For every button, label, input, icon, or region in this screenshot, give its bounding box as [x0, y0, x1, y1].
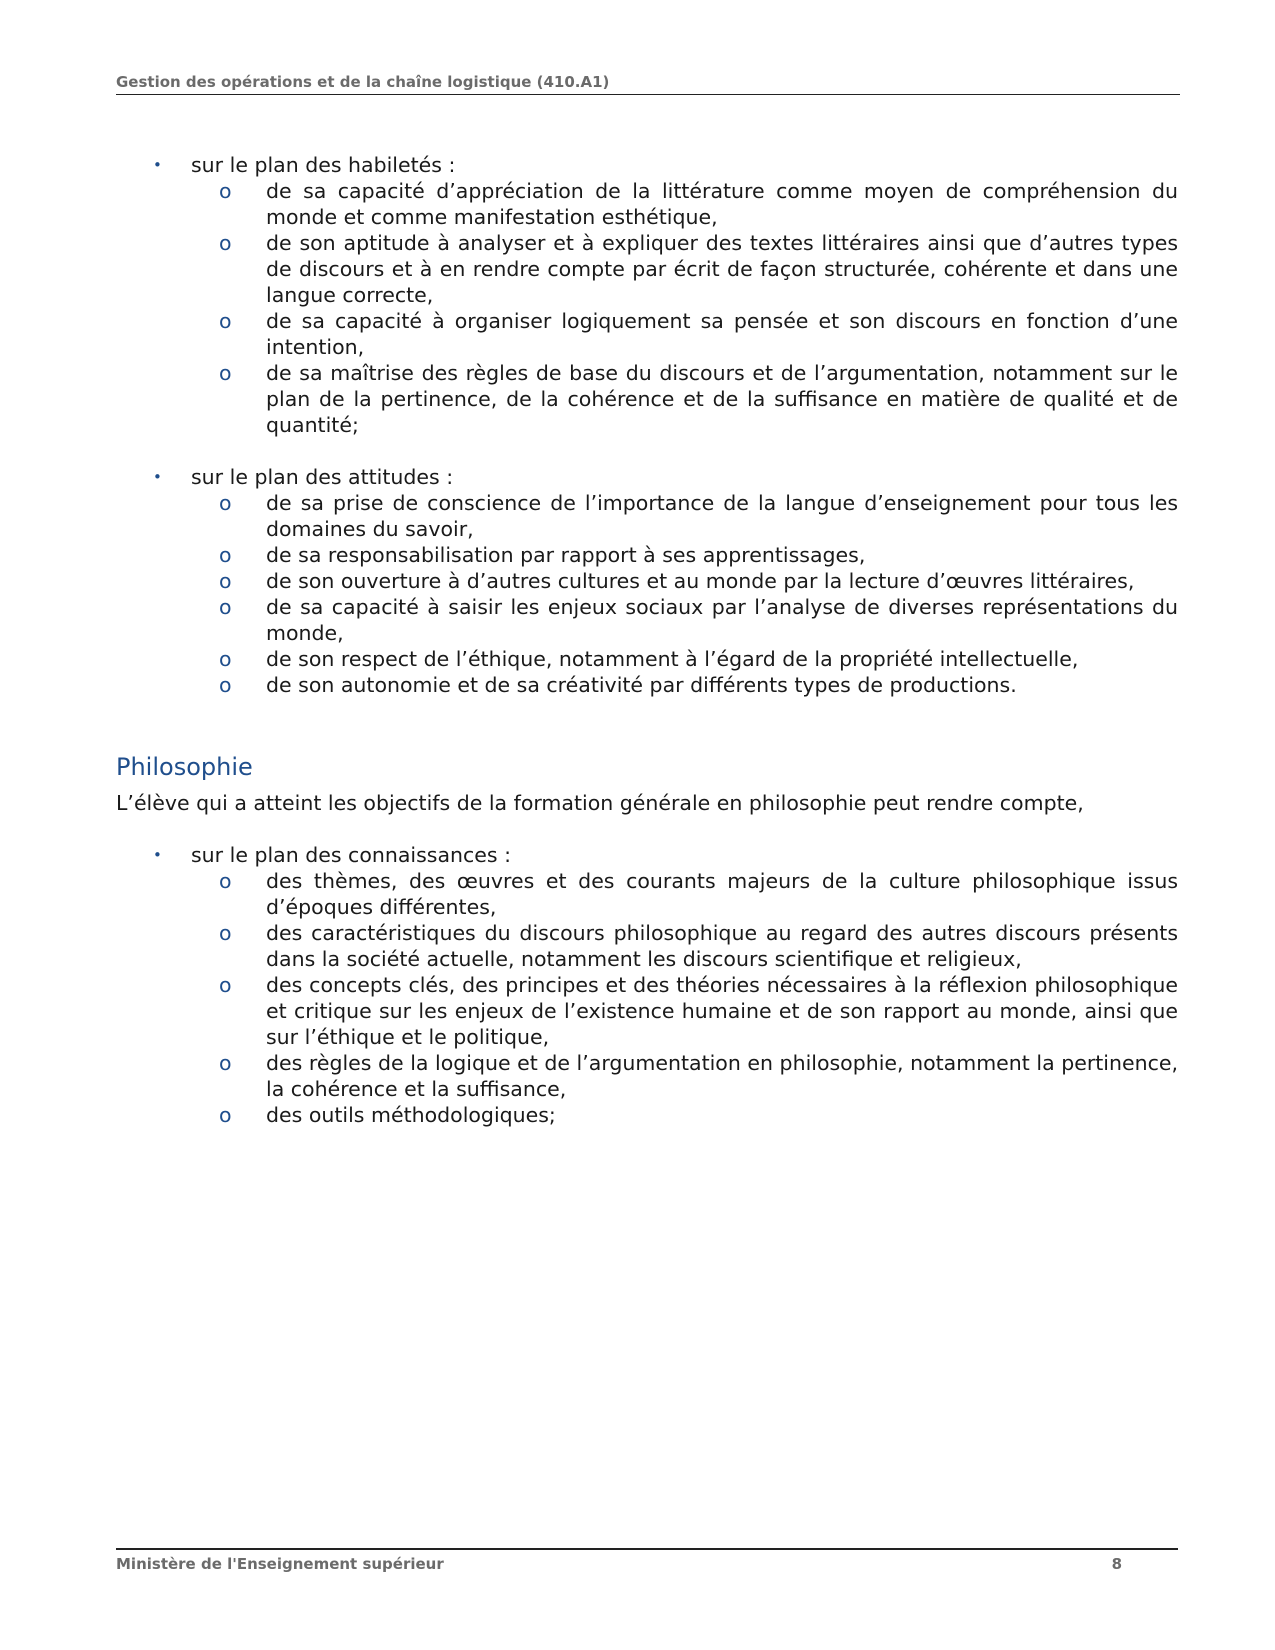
francais-objectives-list: [116, 152, 1178, 698]
bullet-icon: •: [153, 846, 162, 864]
sub-bullet-icon: o: [219, 361, 232, 385]
sub-list-item: o de son respect de l’éthique, notamment à l’égard de la propriété intellectuelle,: [219, 647, 1079, 671]
footer-ministry: Ministère de l'Enseignement supérieur: [116, 1555, 444, 1573]
sub-bullet-icon: o: [219, 1051, 232, 1075]
list-item-habiletes: [116, 152, 1178, 438]
list-label: sur le plan des habiletés :: [191, 153, 456, 177]
sub-bullet-icon: o: [219, 491, 232, 515]
section-title-philosophie: Philosophie: [116, 753, 253, 781]
philosophie-objectives-list: [116, 842, 1178, 1128]
sub-bullet-icon: o: [219, 179, 232, 203]
sub-list-item: o des outils méthodologiques;: [219, 1103, 556, 1127]
sub-list-item: o de sa responsabilisation par rapport à ses apprentissages,: [219, 543, 866, 567]
sub-list-item: o des thèmes, des œuvres et des courants majeurs de la culture philosophique issus d’époques différentes,: [219, 869, 1178, 919]
sub-bullet-icon: o: [219, 869, 232, 893]
sub-list: [191, 868, 1178, 1128]
sub-list-item: o de sa capacité d’appréciation de la littérature comme moyen de compréhension du monde et comme manifestation esthétique,: [219, 179, 1178, 229]
sub-list-item: o de son ouverture à d’autres cultures et au monde par la lecture d’œuvres littéraires,: [219, 569, 1135, 593]
sub-list-item: o de sa prise de conscience de l’importance de la langue d’enseignement pour tous les domaines du savoir,: [219, 491, 1178, 541]
sub-list-item: o des caractéristiques du discours philosophique au regard des autres discours présents dans la société actuelle, notamment les discours scientifique et religieux,: [219, 921, 1178, 971]
sub-list-item: o de sa capacité à saisir les enjeux sociaux par l’analyse de diverses représentations du monde,: [219, 595, 1178, 645]
sub-bullet-icon: o: [219, 921, 232, 945]
sub-bullet-icon: o: [219, 647, 232, 671]
sub-list: [191, 178, 1178, 438]
bullet-icon: •: [153, 468, 162, 486]
sub-bullet-icon: o: [219, 1103, 232, 1127]
page-number: 8: [1111, 1555, 1122, 1573]
sub-list-item: o de son aptitude à analyser et à expliquer des textes littéraires ainsi que d’autres types de discours et à en rendre compte par écrit de façon structurée, cohérente et dans une langue correcte,: [219, 231, 1178, 307]
sub-list: [191, 490, 1178, 698]
list-label: sur le plan des attitudes :: [191, 465, 454, 489]
sub-bullet-icon: o: [219, 973, 232, 997]
page-content: [116, 152, 1178, 1128]
sub-list-item: o de sa maîtrise des règles de base du discours et de l’argumentation, notamment sur le plan de la pertinence, de la cohérence et de la suffisance en matière de qualité et de quantité;: [219, 361, 1178, 437]
header-title: Gestion des opérations et de la chaîne logistique (410.A1): [116, 73, 610, 91]
page-header: [116, 73, 1180, 95]
sub-list-item: o des règles de la logique et de l’argumentation en philosophie, notamment la pertinence, la cohérence et la suffisance,: [219, 1051, 1178, 1101]
page-footer: [116, 1548, 1178, 1573]
bullet-icon: •: [153, 156, 162, 174]
sub-bullet-icon: o: [219, 595, 232, 619]
sub-bullet-icon: o: [219, 231, 232, 255]
sub-bullet-icon: o: [219, 673, 232, 697]
sub-list-item: o de son autonomie et de sa créativité par différents types de productions.: [219, 673, 1017, 697]
list-label: sur le plan des connaissances :: [191, 843, 512, 867]
sub-list-item: o des concepts clés, des principes et des théories nécessaires à la réflexion philosophique et critique sur les enjeux de l’existence humaine et de son rapport au monde, ainsi que sur l’éthique et le politique,: [219, 973, 1178, 1049]
sub-bullet-icon: o: [219, 309, 232, 333]
list-item-connaissances: [116, 842, 1178, 1128]
sub-bullet-icon: o: [219, 569, 232, 593]
sub-list-item: o de sa capacité à organiser logiquement sa pensée et son discours en fonction d’une intention,: [219, 309, 1178, 359]
list-item-attitudes: [116, 464, 1178, 698]
section-intro: L’élève qui a atteint les objectifs de la formation générale en philosophie peut rendre compte,: [116, 791, 1084, 815]
sub-bullet-icon: o: [219, 543, 232, 567]
